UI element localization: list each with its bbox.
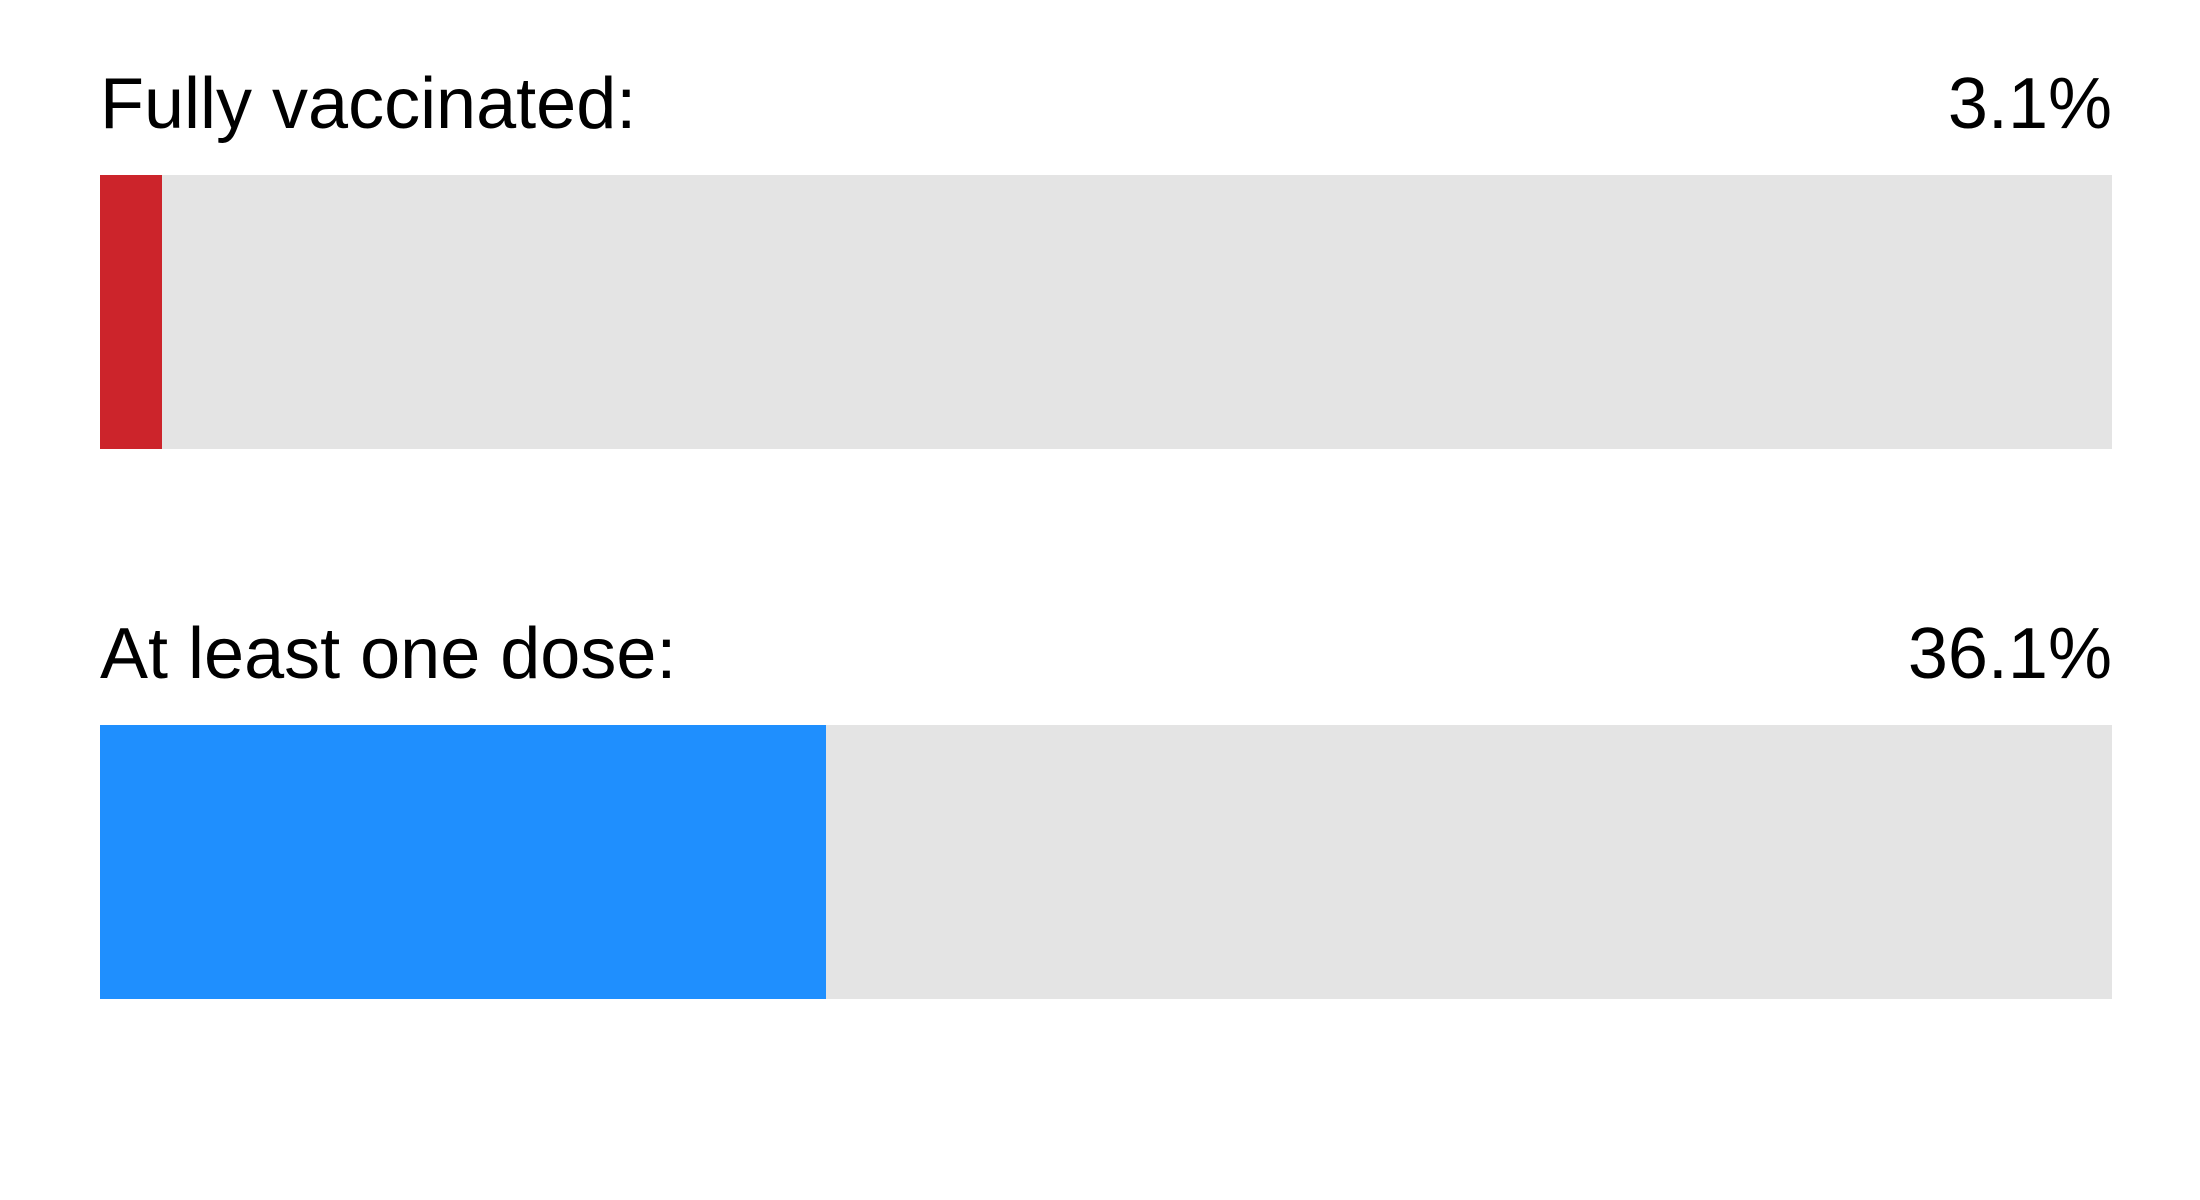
at-least-one-dose-bar (100, 725, 826, 999)
at-least-one-dose-track (100, 725, 2112, 999)
at-least-one-dose-value: 36.1% (1907, 614, 2112, 694)
fully-vaccinated-value: 3.1% (1947, 64, 2112, 144)
fully-vaccinated-label: Fully vaccinated: (100, 64, 637, 144)
at-least-one-dose-label: At least one dose: (100, 614, 677, 694)
fully-vaccinated-row (100, 62, 2112, 462)
fully-vaccinated-bar (100, 175, 162, 449)
at-least-one-dose-row (100, 612, 2112, 1012)
fully-vaccinated-track (100, 175, 2112, 449)
